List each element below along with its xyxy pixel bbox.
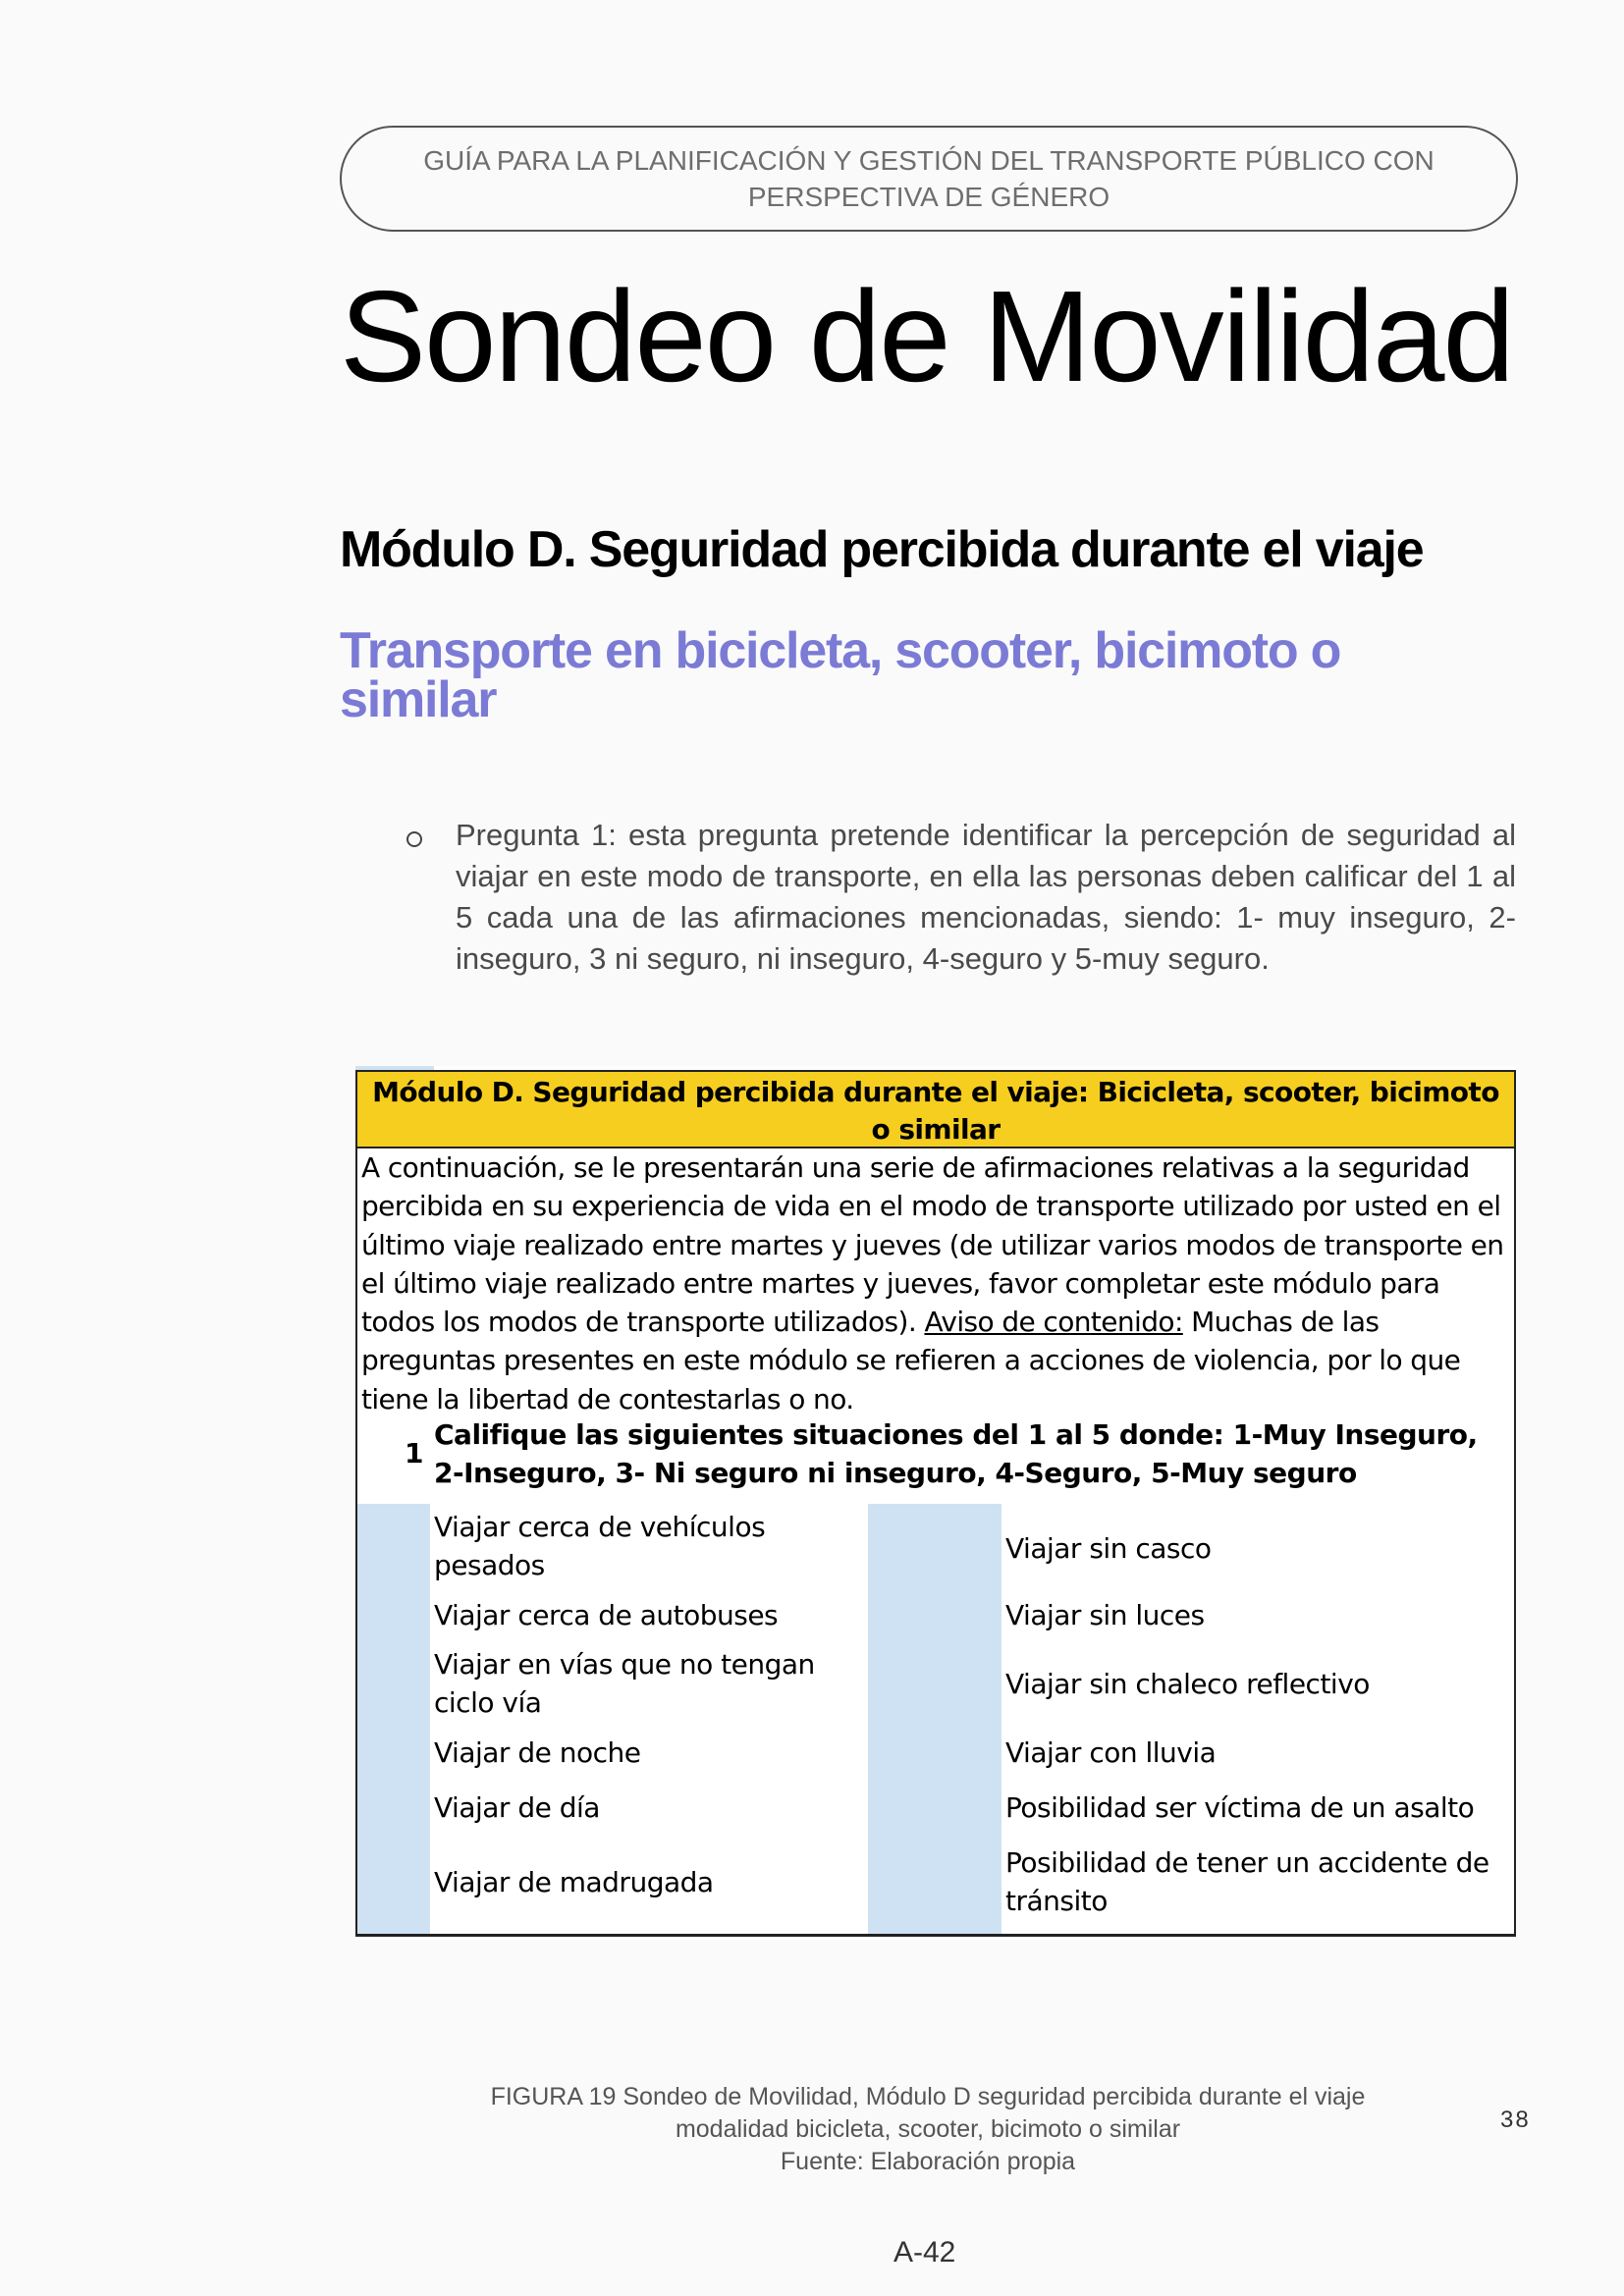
page-title: Sondeo de Movilidad	[340, 264, 1513, 408]
answer-cell-column-left	[357, 1504, 430, 1934]
left-item: Viajar de día	[434, 1791, 600, 1824]
question-description	[406, 815, 1516, 980]
question-description-text: Pregunta 1: esta pregunta pretende identificar la percepción de seguridad al viajar en este modo de transporte, en ella las personas deben calificar del 1 al 5 cada una de las afirmaciones mencionadas, siendo: 1- muy inseguro, 2-inseguro, 3 ni seguro, ni inseguro, 4-seguro y 5-muy seguro.	[456, 818, 1516, 976]
left-item: Viajar cerca de autobuses	[434, 1599, 779, 1631]
form-intro-text: A continuación, se le presentarán una serie de afirmaciones relativas a la seguridad percibida en su experiencia de vida en el modo de transporte utilizado por usted en el último viaje realizado entre martes y jueves (de utilizar varios modos de transporte en el último viaje realizado entre martes y jueves, favor completar este módulo para todos los modos de transporte utilizados).	[361, 1151, 1504, 1339]
caption-source: Fuente: Elaboración propia	[780, 2148, 1076, 2175]
survey-form-figure	[355, 1066, 1516, 1940]
left-item: Viajar de noche	[434, 1736, 641, 1769]
left-item: Viajar cerca de vehículos pesados	[434, 1511, 766, 1581]
form-heading-line-1: Módulo D. Seguridad percibida durante el viaje: Bicicleta, scooter, bicimoto	[372, 1076, 1499, 1108]
module-title: Módulo D. Seguridad percibida durante el viaje	[340, 521, 1424, 578]
right-item: Posibilidad ser víctima de un asalto	[1005, 1791, 1475, 1824]
form-intro	[361, 1148, 1506, 1418]
right-item: Viajar sin luces	[1005, 1599, 1205, 1631]
form-heading-line-2: o similar	[871, 1113, 1001, 1146]
content-warning-label: Aviso de contenido:	[924, 1306, 1183, 1339]
figure-caption	[432, 2081, 1424, 2178]
page-label: A-42	[893, 2236, 956, 2269]
right-item: Viajar sin casco	[1005, 1532, 1212, 1565]
section-subtitle: Transporte en bicicleta, scooter, bicimoto o similar	[340, 622, 1341, 728]
right-item: Viajar con lluvia	[1005, 1736, 1217, 1769]
header-line-2: PERSPECTIVA DE GÉNERO	[747, 182, 1110, 212]
form-bottom-border	[355, 1934, 1516, 1937]
page-number: 38	[1500, 2107, 1531, 2133]
document-header	[340, 126, 1518, 232]
form-heading	[355, 1070, 1516, 1148]
right-item: Posibilidad de tener un accidente de tránsito	[1005, 1846, 1489, 1917]
header-line-1: GUÍA PARA LA PLANIFICACIÓN Y GESTIÓN DEL TRANSPORTE PÚBLICO CON	[423, 145, 1435, 176]
form-intro-text-end: Muchas de las preguntas presentes en este módulo se refieren a acciones de violencia, por lo que tiene la libertad de contestarlas o no.	[361, 1306, 1461, 1415]
right-item: Viajar sin chaleco reflectivo	[1005, 1668, 1370, 1700]
bullet-circle-icon	[406, 831, 422, 847]
left-item: Viajar en vías que no tengan ciclo vía	[434, 1648, 815, 1719]
caption-line-1: FIGURA 19 Sondeo de Movilidad, Módulo D seguridad percibida durante el viaje	[490, 2083, 1366, 2110]
answer-cell-column-right	[868, 1504, 1001, 1934]
question-number: 1	[405, 1437, 424, 1469]
caption-line-2: modalidad bicicleta, scooter, bicimoto o similar	[675, 2115, 1181, 2143]
left-item: Viajar de madrugada	[434, 1866, 714, 1898]
question-text: Califique las siguientes situaciones del 1 al 5 donde: 1-Muy Inseguro, 2-Inseguro, 3- Ni seguro ni inseguro, 4-Seguro, 5-Muy seguro	[434, 1418, 1478, 1489]
